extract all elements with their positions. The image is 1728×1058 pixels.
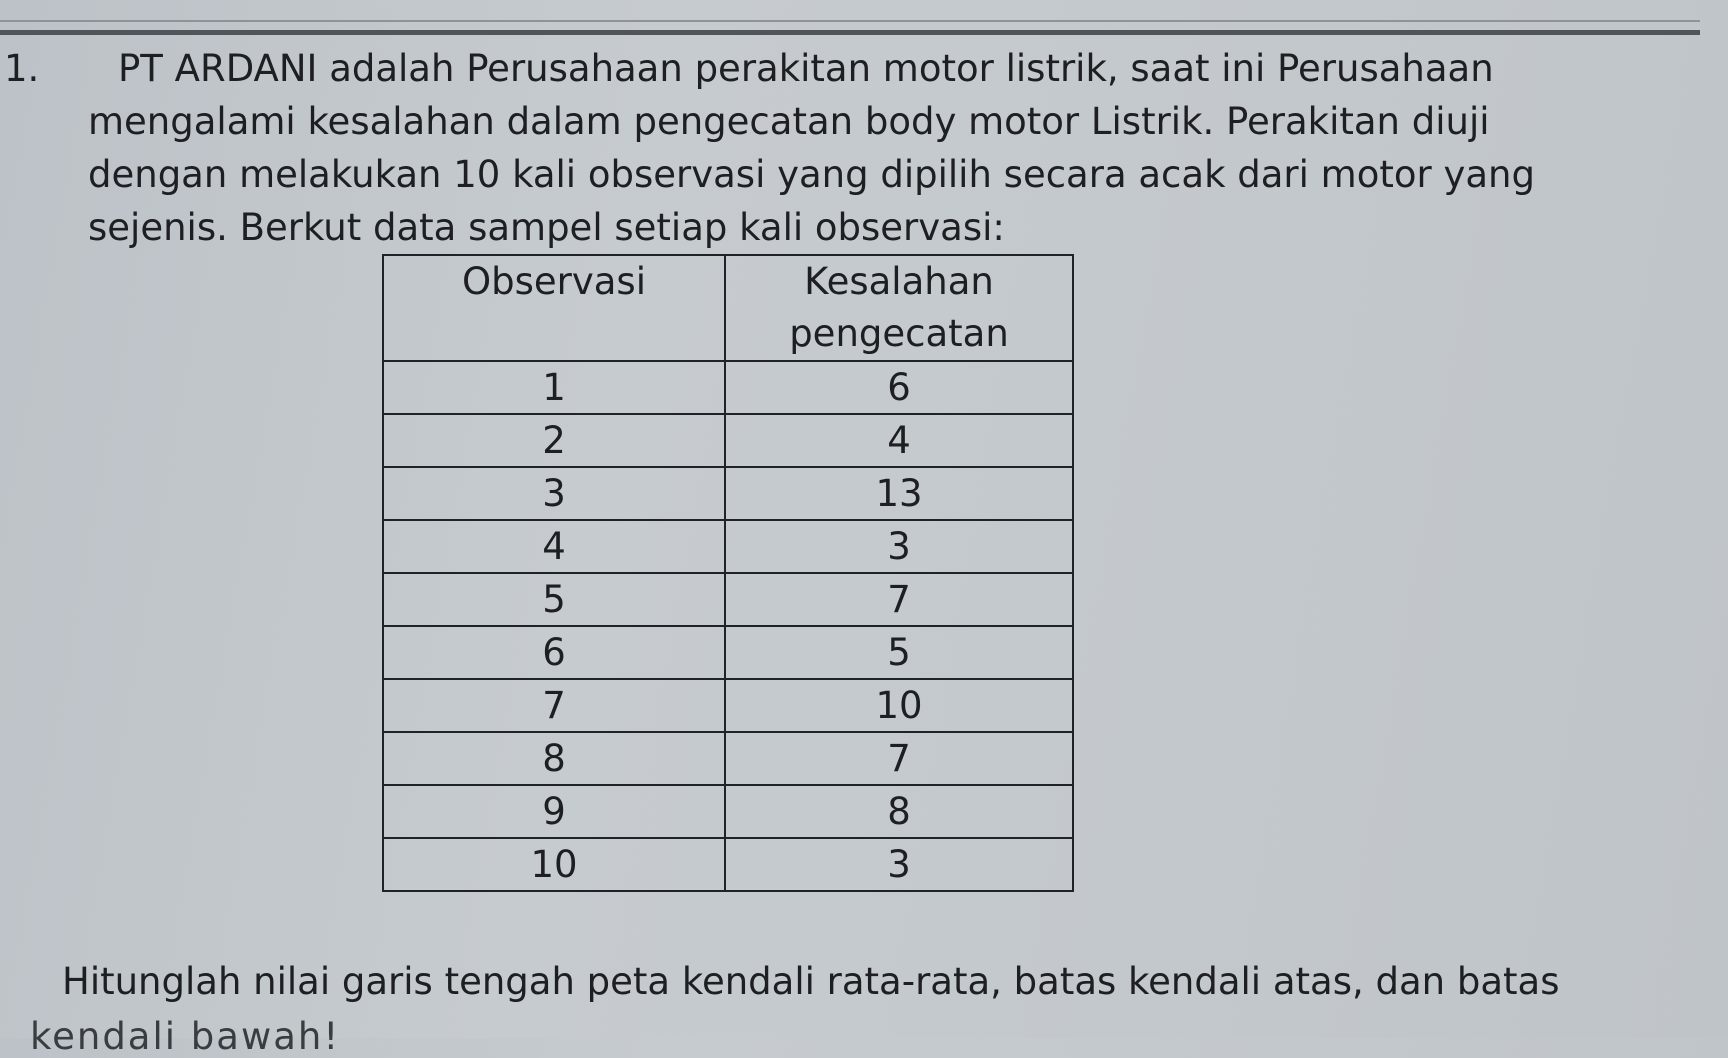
cell-observasi: 5: [383, 573, 725, 626]
cell-observasi: 7: [383, 679, 725, 732]
top-divider: [0, 30, 1700, 35]
observation-table: [382, 254, 1074, 892]
table-row: [383, 732, 1073, 785]
question-line-2: mengalami kesalahan dalam pengecatan body motor Listrik. Perakitan diuji: [88, 100, 1490, 143]
question-number: 1.: [4, 47, 40, 90]
question-line-3: dengan melakukan 10 kali observasi yang dipilih secara acak dari motor yang: [88, 153, 1535, 196]
cell-kesalahan: 3: [725, 838, 1073, 891]
table-row: [383, 414, 1073, 467]
cell-kesalahan: 10: [725, 679, 1073, 732]
cell-observasi: 6: [383, 626, 725, 679]
cell-kesalahan: 3: [725, 520, 1073, 573]
cell-kesalahan: 5: [725, 626, 1073, 679]
question-line-4: sejenis. Berkut data sampel setiap kali observasi:: [88, 206, 1005, 249]
table-row: [383, 679, 1073, 732]
header-kesalahan: [725, 255, 1073, 361]
cell-kesalahan: 8: [725, 785, 1073, 838]
cell-observasi: 8: [383, 732, 725, 785]
table-row: [383, 520, 1073, 573]
table-row: [383, 467, 1073, 520]
cell-observasi: 3: [383, 467, 725, 520]
table-row: [383, 838, 1073, 891]
table-row: [383, 573, 1073, 626]
table-row: [383, 626, 1073, 679]
top-divider-thin: [0, 20, 1700, 22]
header-observasi-label: Observasi: [462, 260, 646, 303]
cell-kesalahan: 7: [725, 573, 1073, 626]
question-prompt-cut-line: kendali bawah!: [30, 1015, 341, 1058]
cell-kesalahan: 6: [725, 361, 1073, 414]
cell-kesalahan: 13: [725, 467, 1073, 520]
cell-observasi: 1: [383, 361, 725, 414]
cell-kesalahan: 4: [725, 414, 1073, 467]
cell-observasi: 4: [383, 520, 725, 573]
header-kesalahan-label-2: pengecatan: [789, 312, 1009, 355]
cell-kesalahan: 7: [725, 732, 1073, 785]
header-kesalahan-label-1: Kesalahan: [804, 260, 994, 303]
table-row: [383, 785, 1073, 838]
header-observasi: [383, 255, 725, 361]
table-row: [383, 361, 1073, 414]
cell-observasi: 9: [383, 785, 725, 838]
table-header-row: [383, 255, 1073, 361]
question-prompt: Hitunglah nilai garis tengah peta kendali rata-rata, batas kendali atas, dan batas: [62, 960, 1560, 1003]
cell-observasi: 10: [383, 838, 725, 891]
cell-observasi: 2: [383, 414, 725, 467]
question-line-1: PT ARDANI adalah Perusahaan perakitan motor listrik, saat ini Perusahaan: [118, 47, 1494, 90]
